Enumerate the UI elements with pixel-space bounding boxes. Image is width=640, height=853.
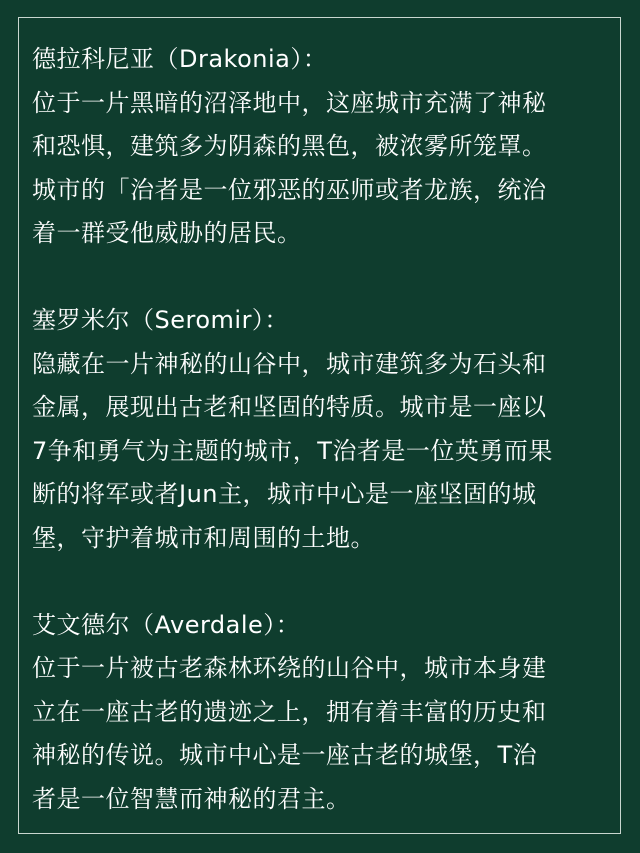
- section-heading: 德拉科尼亚（Drakonia）：: [32, 45, 328, 73]
- section-heading: 塞罗米尔（Seromir）：: [32, 306, 289, 334]
- section-body: 位于一片被古老森林环绕的山谷中，城市本身建 立在一座古老的遗迹之上，拥有着丰富的历史和 神秘的传说。城市中心是一座古老的城堡，T治 者是一位智慧而神秘的君主。: [32, 654, 547, 813]
- city-descriptions: [32, 38, 617, 821]
- section-drakonia: [32, 38, 617, 256]
- section-body: 位于一片黑暗的沼泽地中，这座城市充满了神秘 和恐惧，建筑多为阴森的黑色，被浓雾所笼罩。 城市的「治者是一位邪恶的巫师或者龙族，统治 着一群受他威胁的居民。: [32, 88, 547, 247]
- section-heading: 艾文德尔（Averdale）：: [32, 610, 301, 639]
- section-body: 隐藏在一片神秘的山谷中，城市建筑多为石头和 金属，展现出古老和坚固的特质。城市是一座以 7争和勇气为主题的城市，T治者是一位英勇而果 断的将军或者Jun主，城市中心是一座坚固的城 堡，守护着城市和周围的土地。: [32, 349, 553, 552]
- section-seromir: [32, 299, 617, 560]
- section-averdale: [32, 604, 617, 822]
